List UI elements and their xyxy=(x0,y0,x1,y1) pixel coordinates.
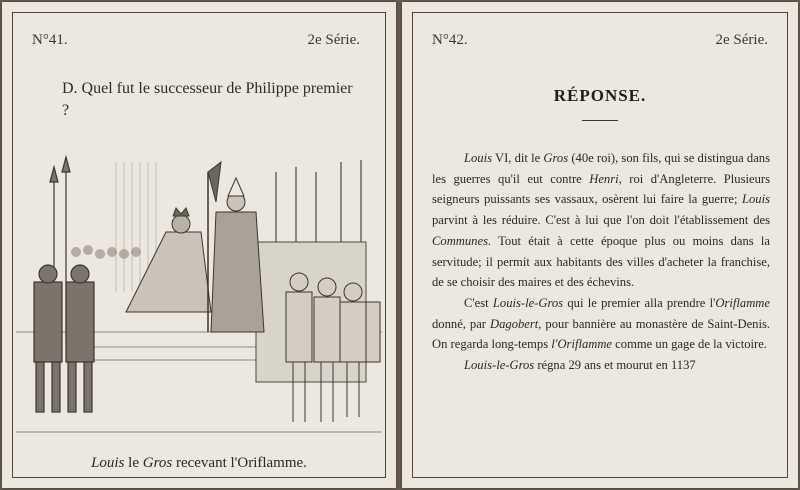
answer-paragraph: Louis VI, dit le Gros (40e roi), son fils, qui se distingua dans les guerres qu'il eut contre Henri, roi d'Angleterre. Plusieurs seigneurs puissants ses vassaux, osèrent lui faire la guerre; Louis parvint à les réduire. C'est à lui que l'on doit l'établissement des Communes. Tout était à cette époque plus ou moins dans la servitude; il permit aux habitants des villes d'acheter la franchise, de se choisir des maires et des échevins. xyxy=(432,151,770,290)
answer-paragraph: Louis-le-Gros régna 29 ans et mourut en 1137 xyxy=(464,358,696,373)
illustration-caption: Louis le Gros recevant l'Oriflamme. xyxy=(91,455,307,471)
question-text: D. Quel fut le successeur de Philippe premier ? xyxy=(62,80,353,119)
card-series: 2e Série. xyxy=(715,32,768,48)
question-card xyxy=(2,2,396,488)
answer-paragraph: C'est Louis-le-Gros qui le premier alla prendre l'Oriflamme donné, par Dagobert, pour bannière au monastère de Saint-Denis. On regarda long-temps l'Oriflamme comme un gage de la victoire. xyxy=(432,295,771,352)
answer-heading: RÉPONSE. xyxy=(553,86,647,105)
card-series: 2e Série. xyxy=(307,32,360,48)
engraving-illustration xyxy=(16,142,382,442)
card-number: N°41. xyxy=(32,32,68,48)
card-number: N°42. xyxy=(432,32,468,48)
answer-card xyxy=(402,2,798,488)
heading-divider xyxy=(582,120,618,121)
answer-text xyxy=(432,148,770,376)
